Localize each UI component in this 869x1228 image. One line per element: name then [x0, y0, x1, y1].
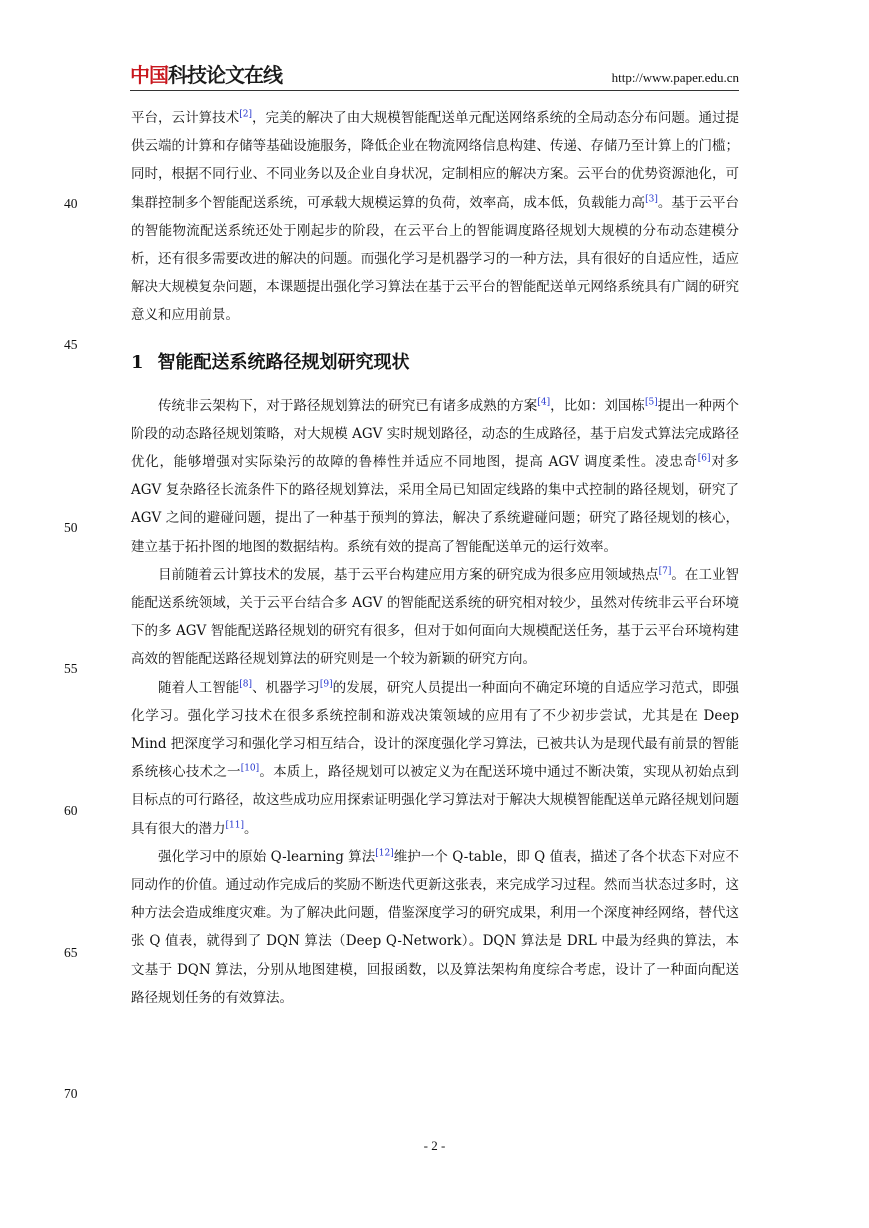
line-number: 60	[64, 803, 78, 818]
text-run: ，完美的解决了由大规模智能配送单元配送网络系统的全局动态分布问题。通过提供云端的计算和存储等基础设施服务，降低企业在物流网络信息构建、传递、存储乃至计算上的门槛；同时，根据不同行业、不同业务以及企业自身状况，定制相应的解决方案。云平台的优势资源池化，可集群控制多个智能配送系统，可承载大规模运算的负荷，效率高，成本低，负载能力高	[131, 110, 740, 211]
header-url[interactable]: http://www.paper.edu.cn	[611, 70, 739, 85]
line-number: 45	[64, 337, 78, 352]
line-number: 50	[64, 520, 78, 535]
paragraph	[131, 674, 739, 843]
text-run: 随着人工智能	[158, 679, 240, 696]
line-number: 40	[64, 196, 78, 211]
line-number: 70	[64, 1086, 78, 1101]
text-run: 、机器学习	[252, 679, 320, 696]
page-header	[130, 64, 739, 91]
text-run: 对多 AGV 复杂路径长流条件下的路径规划算法，采用全局已知固定线路的集中式控制的路径规划，研究了 AGV 之间的避碰问题，提出了一种基于预判的算法，解决了系统避碰问题；研究了路径规划的核心，建立基于拓扑图的地图的数据结构。系统有效的提高了智能配送单元的运行效率。	[131, 454, 740, 555]
paragraph	[131, 843, 739, 1012]
citation[interactable]: [10]	[240, 763, 260, 774]
paragraph	[131, 561, 739, 674]
citation[interactable]: [6]	[697, 453, 711, 464]
journal-logo	[130, 64, 282, 86]
paragraph	[131, 104, 739, 330]
citation[interactable]: [7]	[658, 566, 672, 577]
citation[interactable]: [12]	[375, 848, 394, 859]
citation[interactable]: [2]	[239, 109, 252, 120]
citation[interactable]: [11]	[225, 820, 244, 831]
citation[interactable]: [3]	[645, 194, 658, 205]
section-number: 1	[131, 351, 144, 373]
citation[interactable]: [9]	[319, 679, 333, 690]
logo-red-text: 中国	[130, 63, 168, 87]
paragraph	[131, 392, 739, 561]
text-run: ，比如：刘国栋	[550, 397, 645, 414]
page-number: - 2 -	[423, 1138, 446, 1153]
text-run: 提出一种两个阶段的动态路径规划策略，对大规模 AGV 实时规划路径，动态的生成路径，基于启发式算法完成路径优化，能够增强对实际染污的故障的鲁棒性并适应不同地图，提高 AGV 调度柔性。凌忠奇	[131, 397, 740, 471]
text-run: 传统非云架构下，对于路径规划算法的研究已有诸多成熟的方案	[158, 397, 538, 414]
citation[interactable]: [4]	[537, 397, 551, 408]
citation[interactable]: [8]	[239, 679, 253, 690]
text-run: 。本质上，路径规划可以被定义为在配送环境中通过不断决策，实现从初始点到目标点的可行路径，故这些成功应用探索证明强化学习算法对于解决大规模智能配送单元路径规划问题具有很大的潜力	[131, 764, 740, 837]
logo-dark-text: 科技论文在线	[168, 63, 282, 87]
citation[interactable]: [5]	[644, 397, 658, 408]
text-run: 。在工业智能配送系统领域，关于云平台结合多 AGV 的智能配送系统的研究相对较少，虽然对传统非云平台环境下的多 AGV 智能配送路径规划的研究有很多，但对于如何面向大规模配送任务，基于云平台环境构建高效的智能配送路径规划算法的研究则是一个较为新颖的研究方向。	[131, 566, 740, 668]
text-run: 。	[243, 820, 258, 837]
line-number: 65	[64, 945, 78, 960]
text-run: 目前随着云计算技术的发展，基于云平台构建应用方案的研究成为很多应用领域热点	[158, 566, 659, 583]
text-run: 的发展，研究人员提出一种面向不确定环境的自适应学习范式，即强化学习。强化学习技术在很多系统控制和游戏决策领域的应用有了不少初步尝试，尤其是在 Deep Mind 把深度学习和强化学习相互结合，设计的深度强化学习算法，已被共认为是现代最有前景的智能系统核心技术之一	[131, 679, 740, 781]
body-text	[131, 104, 739, 1012]
section-heading	[131, 349, 739, 377]
text-run: 。基于云平台的智能物流配送系统还处于刚起步的阶段，在云平台上的智能调度路径规划大规模的分布动态建模分析，还有很多需要改进的解决的问题。而强化学习是机器学习的一种方法，具有很好的自适应性，适应解决大规模复杂问题，本课题提出强化学习算法在基于云平台的智能配送单元网络系统具有广阔的研究意义和应用前景。	[131, 194, 739, 324]
section-title: 智能配送系统路径规划研究现状	[157, 351, 410, 373]
text-run: 强化学习中的原始 Q-learning 算法	[158, 848, 376, 865]
text-run: 维护一个 Q-table，即 Q 值表，描述了各个状态下对应不同动作的价值。通过动作完成后的奖励不断迭代更新这张表，来完成学习过程。然而当状态过多时，这种方法会造成维度灾难。为了解决此问题，借鉴深度学习的研究成果，利用一个深度神经网络，替代这张 Q 值表，就得到了 DQN 算法（Deep Q-Network）。DQN 算法是 DRL 中最为经典的算法，本文基于 DQN 算法，分别从地图建模，回报函数，以及算法架构角度综合考虑，设计了一种面向配送路径规划任务的有效算法。	[131, 848, 739, 1006]
text-run: 平台，云计算技术	[131, 110, 240, 126]
line-number: 55	[64, 661, 78, 676]
